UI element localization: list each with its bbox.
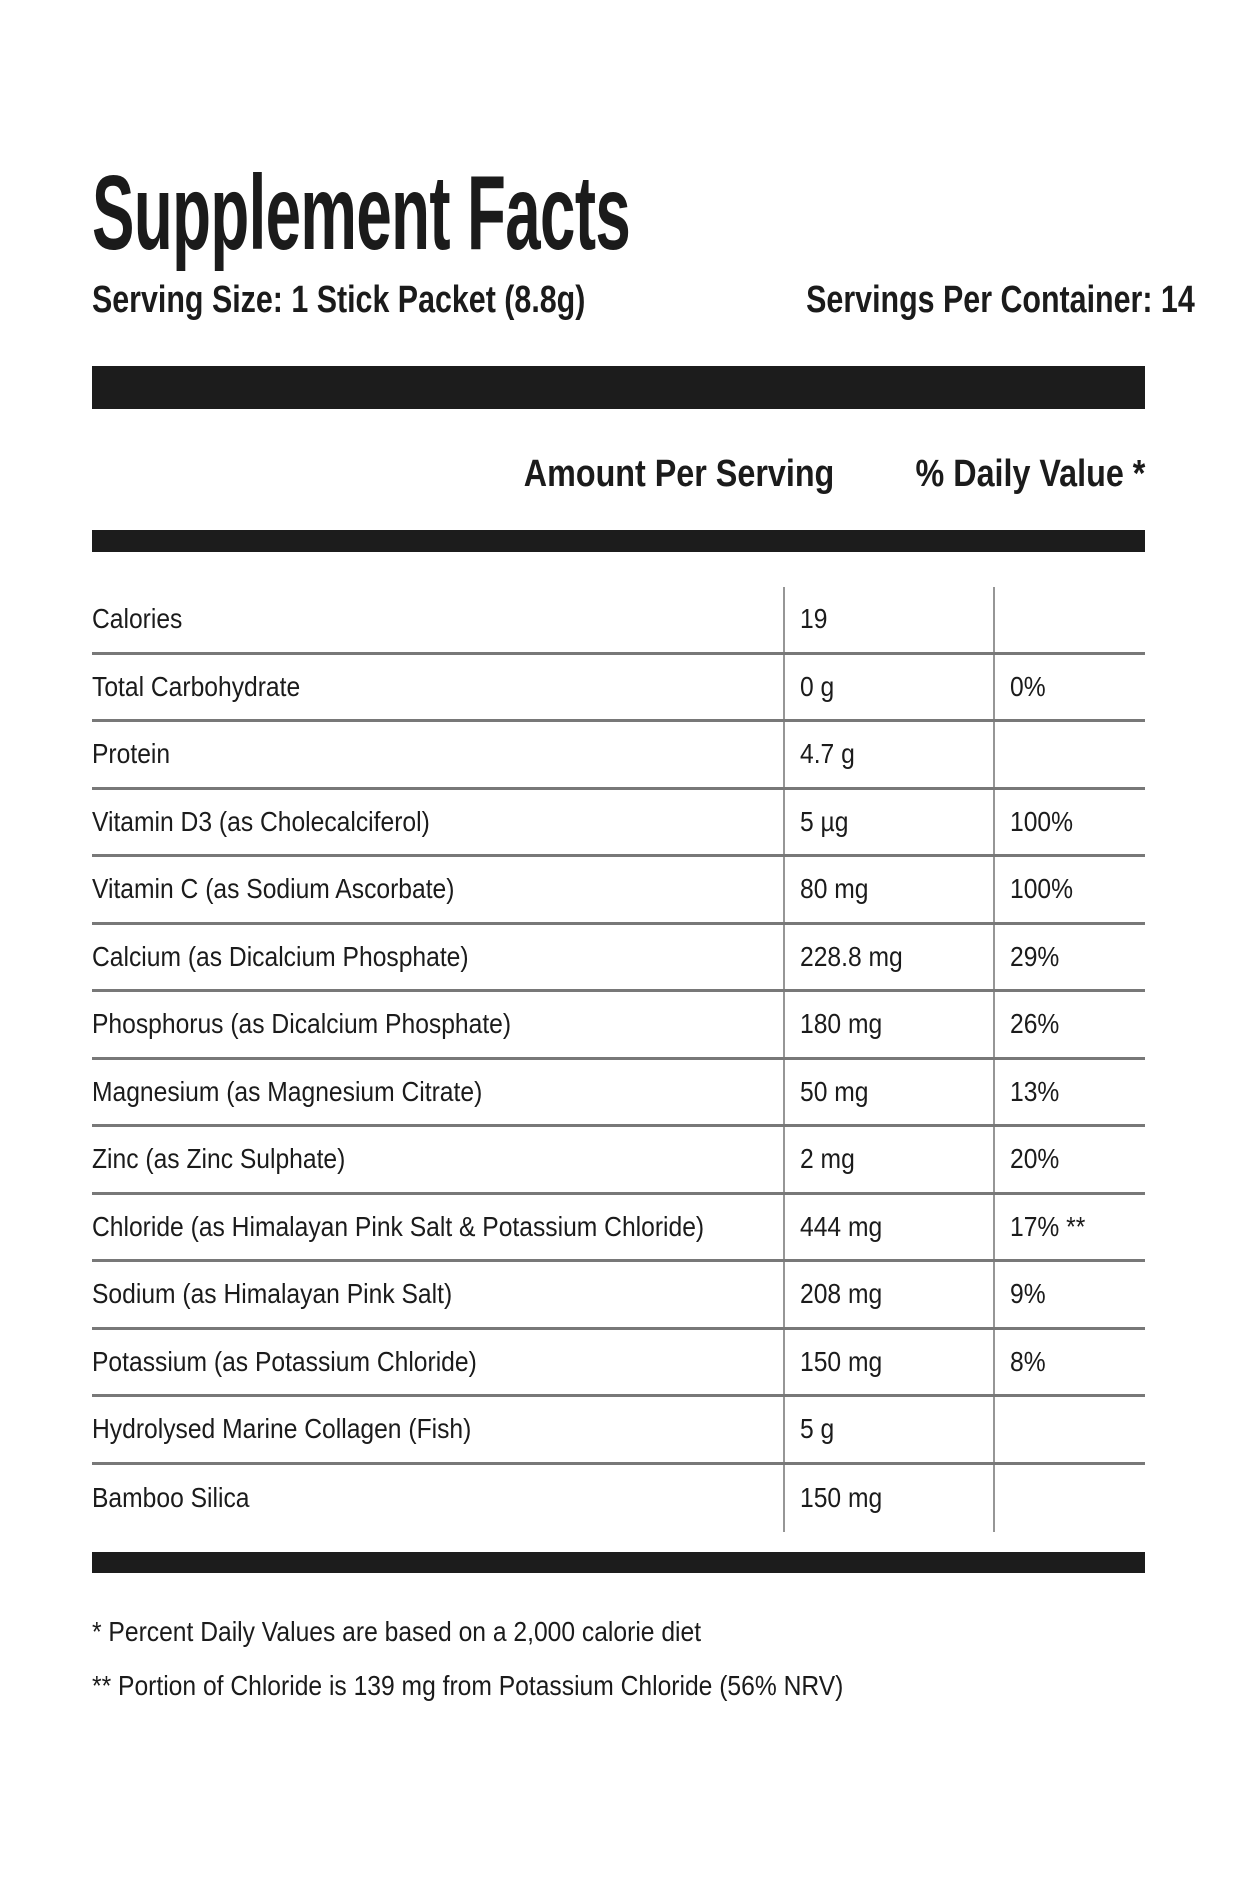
- nutrient-name-cell: [92, 1195, 783, 1260]
- serving-size-text: Serving Size: 1 Stick Packet (8.8g): [92, 279, 586, 321]
- nutrient-amount-cell: [783, 790, 993, 855]
- table-row: [92, 790, 1145, 858]
- nutrient-amount: 80 mg: [800, 873, 869, 905]
- nutrient-dv: 26%: [1010, 1008, 1060, 1040]
- nutrient-dv: 17% **: [1010, 1210, 1086, 1242]
- footnotes: [92, 1605, 1145, 1713]
- amount-per-serving-header: Amount Per Serving: [524, 452, 835, 495]
- nutrient-dv-cell: [993, 655, 1145, 720]
- nutrient-name: Total Carbohydrate: [92, 670, 301, 702]
- footnote-daily-value-text: * Percent Daily Values are based on a 2,000 calorie diet: [92, 1616, 702, 1648]
- table-row: [92, 1465, 1145, 1533]
- nutrient-name: Potassium (as Potassium Chloride): [92, 1345, 477, 1377]
- nutrient-dv: 8%: [1010, 1345, 1046, 1377]
- nutrient-amount: 5 g: [800, 1413, 835, 1445]
- nutrient-dv-cell: [993, 790, 1145, 855]
- nutrient-amount: 5 µg: [800, 805, 849, 837]
- table-row: [92, 1330, 1145, 1398]
- table-row: [92, 587, 1145, 655]
- nutrient-amount-cell: [783, 1330, 993, 1395]
- nutrient-amount: 2 mg: [800, 1143, 855, 1175]
- nutrient-dv-cell: [993, 992, 1145, 1057]
- nutrient-name: Chloride (as Himalayan Pink Salt & Potassium Chloride): [92, 1210, 705, 1242]
- nutrient-name-cell: [92, 925, 783, 990]
- facts-table: [92, 587, 1145, 1532]
- footnote-chloride: [92, 1659, 1145, 1713]
- table-row: [92, 1060, 1145, 1128]
- nutrient-amount-cell: [783, 1127, 993, 1192]
- nutrient-amount: 19: [800, 603, 828, 635]
- nutrient-dv-cell: [993, 587, 1145, 652]
- nutrient-name-cell: [92, 790, 783, 855]
- table-row: [92, 1195, 1145, 1263]
- nutrient-dv-cell: [993, 1330, 1145, 1395]
- nutrient-dv: 20%: [1010, 1143, 1060, 1175]
- nutrient-amount: 150 mg: [800, 1482, 883, 1514]
- nutrient-name-cell: [92, 587, 783, 652]
- table-row: [92, 1127, 1145, 1195]
- nutrient-name: Zinc (as Zinc Sulphate): [92, 1143, 346, 1175]
- nutrient-amount-cell: [783, 722, 993, 787]
- nutrient-dv: 100%: [1010, 805, 1074, 837]
- nutrient-name-cell: [92, 655, 783, 720]
- nutrient-name: Protein: [92, 738, 171, 770]
- nutrient-dv-cell: [993, 1465, 1145, 1533]
- footnote-chloride-text: ** Portion of Chloride is 139 mg from Potassium Chloride (56% NRV): [92, 1670, 844, 1702]
- nutrient-dv-cell: [993, 1262, 1145, 1327]
- nutrient-dv-cell: [993, 1397, 1145, 1462]
- nutrient-name: Vitamin C (as Sodium Ascorbate): [92, 873, 455, 905]
- nutrient-name-cell: [92, 1465, 783, 1533]
- nutrient-name: Magnesium (as Magnesium Citrate): [92, 1075, 483, 1107]
- nutrient-amount: 180 mg: [800, 1008, 883, 1040]
- nutrient-amount: 0 g: [800, 670, 835, 702]
- nutrient-name: Bamboo Silica: [92, 1482, 250, 1514]
- nutrient-amount: 208 mg: [800, 1278, 883, 1310]
- nutrient-amount: 228.8 mg: [800, 940, 903, 972]
- nutrient-name-cell: [92, 1060, 783, 1125]
- nutrient-name: Vitamin D3 (as Cholecalciferol): [92, 805, 430, 837]
- nutrient-name-cell: [92, 722, 783, 787]
- nutrient-amount-cell: [783, 925, 993, 990]
- nutrient-name: Sodium (as Himalayan Pink Salt): [92, 1278, 453, 1310]
- nutrient-amount-cell: [783, 1195, 993, 1260]
- daily-value-header: % Daily Value *: [915, 452, 1145, 495]
- servings-per-container-text: Servings Per Container: 14: [805, 279, 1195, 321]
- nutrient-amount-cell: [783, 857, 993, 922]
- nutrient-amount-cell: [783, 587, 993, 652]
- table-row: [92, 857, 1145, 925]
- divider-bar-mid: [92, 530, 1145, 552]
- column-header-row: [92, 452, 1145, 498]
- nutrient-dv-cell: [993, 925, 1145, 990]
- nutrient-amount-cell: [783, 1060, 993, 1125]
- nutrient-dv-cell: [993, 857, 1145, 922]
- nutrient-dv: 9%: [1010, 1278, 1046, 1310]
- nutrient-amount: 4.7 g: [800, 738, 855, 770]
- table-row: [92, 722, 1145, 790]
- nutrient-name: Calories: [92, 603, 183, 635]
- nutrient-dv-cell: [993, 1195, 1145, 1260]
- nutrient-name: Hydrolysed Marine Collagen (Fish): [92, 1413, 472, 1445]
- divider-bar-bottom: [92, 1552, 1145, 1573]
- nutrient-name-cell: [92, 1397, 783, 1462]
- table-row: [92, 925, 1145, 993]
- nutrient-dv: 13%: [1010, 1075, 1060, 1107]
- nutrient-name-cell: [92, 992, 783, 1057]
- nutrient-amount-cell: [783, 1397, 993, 1462]
- divider-bar-thick: [92, 366, 1145, 409]
- page-title: Supplement Facts: [92, 154, 631, 272]
- nutrient-amount: 444 mg: [800, 1210, 883, 1242]
- nutrient-dv: 29%: [1010, 940, 1060, 972]
- nutrient-amount-cell: [783, 1465, 993, 1533]
- nutrient-dv: 0%: [1010, 670, 1046, 702]
- supplement-facts-panel: [92, 0, 1195, 1713]
- nutrient-dv-cell: [993, 722, 1145, 787]
- nutrient-name-cell: [92, 1262, 783, 1327]
- nutrient-dv: 100%: [1010, 873, 1074, 905]
- serving-info-row: [92, 278, 1195, 324]
- table-row: [92, 1262, 1145, 1330]
- nutrient-name: Phosphorus (as Dicalcium Phosphate): [92, 1008, 512, 1040]
- nutrient-name-cell: [92, 1330, 783, 1395]
- table-row: [92, 992, 1145, 1060]
- nutrient-dv-cell: [993, 1060, 1145, 1125]
- footnote-daily-value: [92, 1605, 1145, 1659]
- nutrient-name-cell: [92, 1127, 783, 1192]
- nutrient-name-cell: [92, 857, 783, 922]
- nutrient-amount: 50 mg: [800, 1075, 869, 1107]
- table-row: [92, 655, 1145, 723]
- nutrient-amount-cell: [783, 655, 993, 720]
- nutrient-amount-cell: [783, 992, 993, 1057]
- nutrient-name: Calcium (as Dicalcium Phosphate): [92, 940, 469, 972]
- nutrient-amount: 150 mg: [800, 1345, 883, 1377]
- table-row: [92, 1397, 1145, 1465]
- nutrient-dv-cell: [993, 1127, 1145, 1192]
- nutrient-amount-cell: [783, 1262, 993, 1327]
